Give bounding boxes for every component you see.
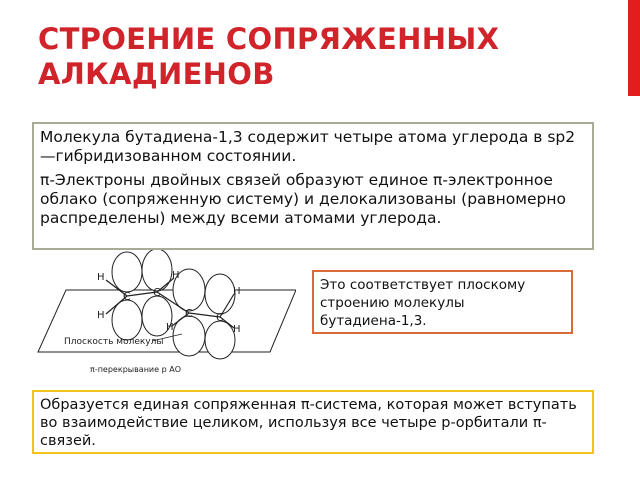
overlap-label: π-перекрывание р АО	[90, 365, 181, 374]
planar-structure-note: Это соответствует плоскому строению молекулы бутадиена-1,3.	[312, 270, 573, 334]
hydrogen-atom: H	[172, 270, 180, 281]
hydrogen-atom: H	[233, 286, 241, 297]
conjugated-system-note: Образуется единая сопряженная π-система, которая может вступать во взаимодействие целиком, используя все четыре p-орбитали π-связей.	[32, 390, 594, 454]
carbon-atom: C	[123, 290, 131, 303]
intro-paragraph-2: π-Электроны двойных связей образуют единое π-электронное облако (сопряженную систему) и делокализованы (равномерно распределены) между всеми атомами углерода.	[40, 171, 566, 227]
hydrogen-atom: H	[233, 324, 241, 335]
slide-title: СТРОЕНИЕ СОПРЯЖЕННЫХ АЛКАДИЕНОВ	[38, 22, 500, 91]
carbon-atom: C	[153, 286, 161, 299]
plane-label: Плоскость молекулы	[64, 337, 164, 347]
butadiene-orbital-diagram	[34, 250, 296, 378]
accent-bar	[628, 0, 640, 96]
carbon-atom: C	[185, 307, 193, 320]
carbon-atom: C	[216, 311, 224, 324]
intro-text-box	[32, 122, 594, 250]
hydrogen-atom: H	[166, 322, 174, 333]
hydrogen-atom: H	[97, 272, 105, 283]
intro-paragraph-1: Молекула бутадиена-1,3 содержит четыре атома углерода в sp2—гибридизованном состоянии.	[40, 128, 576, 165]
hydrogen-atom: H	[97, 310, 105, 321]
